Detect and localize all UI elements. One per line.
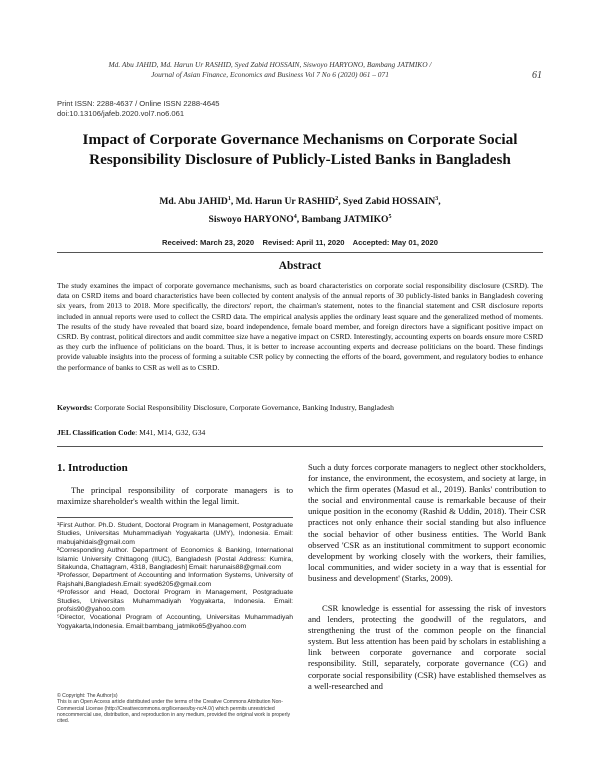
author-name: Md. Abu JAHID [159,196,228,208]
issn-block [57,99,220,119]
footnote-divider [57,517,293,518]
abstract-text: The study examines the impact of corporate governance mechanisms, such as board characteristics on corporate social responsibility disclosure (CSRD). The data on CSRD items and board characteristics have been collected by content analysis of the annual reports of 30 publicly-listed banks in Bangladesh covering six years, from 2013 to 2018. More specifically, the directors' report, the chairman's statement, notes to the financial statement and CSR disclosure reports included in annual reports were used to collect the CSRD data. The empirical analysis applies the ordinary least square and the generalized method of moments. The results of the study have revealed that board size, board independence, female board member, and foreign directors have a significant positive impact on CSRD. By contrast, political directors and audit committee size have a negative impact on CSRD. Interestingly, accounting experts on boards ensure more CSRD as they curb the influence of politicians on the board. Thus, it is better to increase accounting experts and decrease politicians on the board. These findings provide valuable insights into the process of forming a suitable CSR policy by connecting the efforts of the board, government, and regulatory bodies to enhance the performance of banks to CSR as well as to CSRD. [57,281,543,372]
author-name: Md. Harun Ur RASHID [235,196,336,208]
divider [57,252,543,253]
footnote-3: ³Professor, Department of Accounting and Information Systems, University of Rajshahi,Bangladesh.Email: syed6205@gmail.com [57,572,293,588]
keywords-text: Corporate Social Responsibility Disclosure, Corporate Governance, Banking Industry, Bangladesh [92,403,394,412]
jel-codes [57,428,205,437]
doi-line[interactable]: doi:10.13106/jafeb.2020.vol7.no6.061 [57,109,185,118]
footnote-1: ¹First Author. Ph.D. Student, Doctoral Program in Management, Postgraduate Studies, Universitas Muhammadiyah Yogyakarta (UMY), Indonesia. Email: mabujahidais@gmail.com [57,522,293,546]
author-sup: 4 [293,214,297,220]
footnote-5: ⁵Director, Vocational Program of Accounting, Universitas Muhammadiyah Yogyakarta,Indonesia. Email:bambang_jatmiko65@yahoo.com [57,614,293,630]
author-sup: 2 [335,196,339,202]
license-text: This is an Open Access article distributed under the terms of the Creative Commons Attribution Non-Commercial License (http://Creativecommons.org/licenses/by-nc/4.0/) which permits unrestricted noncommercial use, distribution, and reproduction in any medium, provided the original work is properly cited. [57,699,291,725]
author-name: Bambang JATMIKO [301,214,389,226]
author-sup: 5 [388,214,392,220]
submission-dates: Received: March 23, 2020 Revised: April 11, 2020 Accepted: May 01, 2020 [162,238,438,247]
section-heading-introduction: 1. Introduction [57,462,128,474]
copyright-line: © Copyright: The Author(s) [57,693,118,699]
running-header-journal: Journal of Asian Finance, Economics and Business Vol 7 No 6 (2020) 061 – 071 [151,70,389,79]
intro-paragraph-right-1: Such a duty forces corporate managers to neglect other stockholders, for instance, the environment, the ecosystem, and society at large, in which the firm operates (Masud et al., 2019). Banks' contribution to the social and environmental cause is remarkable because of their unique position in the economy (Rashid & Uddin, 2018). Their CSR practices not only enhance their social standing but also influence the social behavior of other business entities. The World Bank observed 'CSR as an institutional commitment to support economic development by working closely with the workers, their families, local communities, and wider society in a way that is essential for business and development' (Starks, 2009). [308,462,546,583]
author-line-1: Md. Abu JAHID$^1$, Md. Harun Ur RASHID$^2$, Syed Zabid HOSSAIN$^3$, [159,196,441,208]
footnotes [57,522,293,631]
footnote-4: ⁴Professor and Head, Doctoral Program in Management, Postgraduate Studies, Universitas Muhammadiyah Yogyakarta, Indonesia. Email: profsis90@yahoo.com [57,589,293,614]
paper-title [40,130,560,170]
author-name: Syed Zabid HOSSAIN [342,196,436,208]
author-sup: 1 [227,196,231,202]
paper-title-line1: Impact of Corporate Governance Mechanisms on Corporate Social [82,131,518,148]
intro-paragraph-right-2: CSR knowledge is essential for assessing the risk of investors and lenders, protecting the goodwill of the regulators, and strengthening the trust of the common people on the financial system. But less attention has been paid by scholars in establishing a link between corporate governance and corporate social responsibility. Still, separately, corporate governance (CG) and corporate social responsibility (CSR) have established themselves as a well-researched and [308,603,546,691]
running-header-authors: Md. Abu JAHID, Md. Harun Ur RASHID, Syed Zabid HOSSAIN, Siswoyo HARYONO, Bambang JATMIKO / [108,60,432,69]
running-header [60,60,480,80]
divider [57,446,543,447]
author-name: Siswoyo HARYONO [208,214,294,226]
page-number: 61 [532,70,542,81]
abstract-heading: Abstract [278,260,322,272]
intro-paragraph-left: The principal responsibility of corporate managers is to maximize shareholder's wealth within the legal limit. [57,485,293,507]
issn-line: Print ISSN: 2288-4637 / Online ISSN 2288-4645 [57,99,220,108]
copyright-notice [57,693,293,724]
jel-label: JEL Classification Code [57,428,136,437]
keywords-label: Keywords: [57,403,93,412]
author-line-2: Siswoyo HARYONO$^4$, Bambang JATMIKO$^5$ [208,214,392,226]
author-sup: 3 [435,196,439,202]
keywords [57,403,543,413]
jel-text: : M41, M14, G32, G34 [135,428,206,437]
paper-title-line2: Responsibility Disclosure of Publicly-Listed Banks in Bangladesh [89,151,511,168]
footnote-2: ²Corresponding Author. Department of Economics & Banking, International Islamic University Chittagong (IIUC), Bangladesh [Postal Address: Kumira, Sitakunda, Chattagram, 4318, Bangladesh] Email: harunais88@gmail.com [57,547,293,572]
